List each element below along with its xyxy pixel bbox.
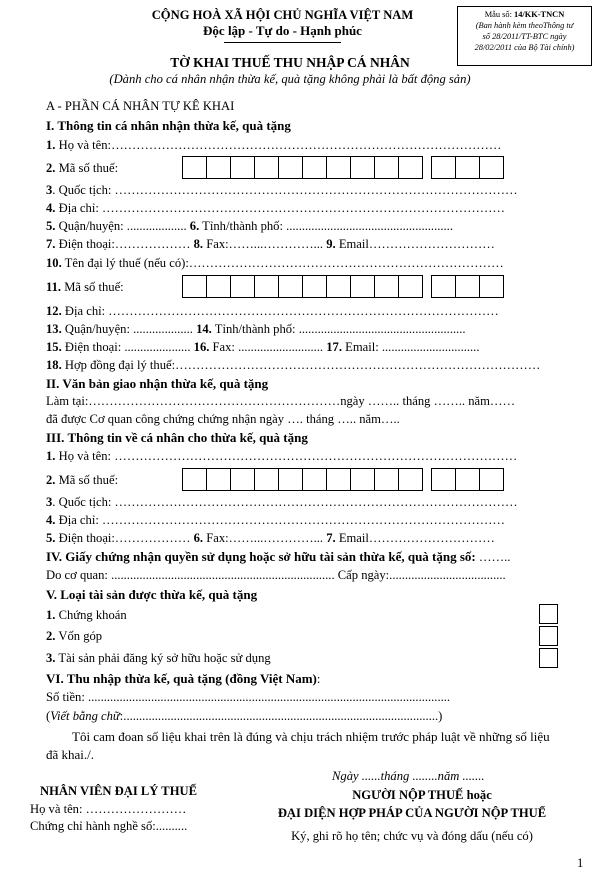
tax-cell[interactable] (455, 156, 480, 179)
form-code-box (457, 6, 592, 66)
sec6-title (46, 671, 320, 687)
tax-cell[interactable] (326, 468, 351, 491)
field-dots: ………………………………………………………………………………… (127, 495, 518, 509)
sec2-notary-date[interactable]: đã được Cơ quan công chứng chứng nhận ngày …. tháng ….. năm….. (46, 412, 400, 426)
sec3-title: III. Thông tin về cá nhân cho thừa kế, quà tặng (46, 430, 308, 445)
field-number: 11. (46, 280, 62, 294)
sec1-title: I. Thông tin cá nhân nhận thừa kế, quà tặng (46, 118, 291, 133)
field-dots: ………………………………………………………………… (188, 256, 504, 270)
form-title: TỜ KHAI THUẾ THU NHẬP CÁ NHÂN (170, 55, 410, 70)
sec6-title-end: : (316, 672, 321, 686)
registered-asset-checkbox[interactable] (539, 648, 558, 668)
country-name: CỘNG HOÀ XÃ HỘI CHỦ NGHĨA VIỆT NAM (151, 8, 414, 22)
tax-cell[interactable] (278, 275, 303, 298)
tax-cell[interactable] (182, 275, 207, 298)
sec1-field-15-16-17[interactable] (46, 340, 479, 355)
field-number: 1. (46, 449, 56, 463)
motto: Độc lập - Tự do - Hạnh phúc (203, 23, 362, 38)
page-number: 1 (577, 856, 584, 870)
field-dots: ………………………………………………………………………………… (108, 304, 499, 318)
field-number: 17. (326, 340, 342, 354)
tax-cell[interactable] (182, 156, 207, 179)
agent-certificate[interactable]: Chứng chỉ hành nghề số:.......... (30, 819, 188, 833)
field-number: 16. (193, 340, 210, 354)
field-dots: ………………………………………………………………………………… (111, 138, 502, 152)
sec1-field-3[interactable] (46, 183, 518, 198)
field-dots: …………………………………………………………………………………… (114, 449, 518, 463)
field-number: 9. (326, 237, 336, 251)
field-label: Hợp đồng đại lý thuế: (61, 358, 176, 372)
securities-checkbox[interactable] (539, 604, 558, 624)
field-number: 4. (46, 513, 56, 527)
payer-sign-note: Ký, ghi rõ họ tên; chức vụ và đóng dấu (nếu có) (291, 829, 533, 843)
field-number: 7. (326, 531, 336, 545)
item-label: Tài sản phải đăng ký sở hữu hoặc sử dụng (55, 651, 271, 665)
words-dots[interactable]: :....................................................................................................) (119, 709, 443, 723)
item-number: 3. (46, 651, 56, 665)
sec6-amount[interactable]: Số tiền: ................................................................................................................... (46, 690, 451, 704)
sec1-field-5-6[interactable] (46, 219, 453, 234)
agent-name[interactable]: Họ và tên: …………………… (30, 802, 187, 816)
tax-cell[interactable] (455, 275, 480, 298)
sec3-field-1[interactable] (46, 449, 517, 464)
field-label: Quận/huyện: ................... (55, 219, 187, 233)
field-number: 10. (46, 256, 62, 270)
tax-cell[interactable] (398, 275, 423, 298)
tax-cell[interactable] (479, 468, 504, 491)
field-label: Fax: ........................... (209, 340, 324, 354)
field-number: 2. (46, 473, 56, 487)
tax-cell[interactable] (182, 468, 207, 491)
field-number: 14. (196, 322, 212, 336)
item-label: Chứng khoán (55, 608, 127, 622)
sec5-item-2 (46, 629, 102, 644)
item-label: Vốn góp (55, 629, 103, 643)
sec1-field-1[interactable] (46, 138, 501, 153)
sec3-field-3[interactable] (46, 495, 518, 510)
declaration: Tôi cam đoan số liệu khai trên là đúng và chịu trách nhiệm trước pháp luật về những số liệu đã khai./. (46, 729, 550, 762)
tax-cell[interactable] (206, 468, 231, 491)
field-number: 15. (46, 340, 62, 354)
tax-cell[interactable] (350, 156, 375, 179)
field-label: Email: ............................... (342, 340, 480, 354)
tax-cell[interactable] (350, 275, 375, 298)
field-label: . Quốc tịch: … (52, 183, 128, 197)
tax-cell[interactable] (431, 156, 456, 179)
field-number: 3 (46, 183, 53, 197)
field-number: 2. (46, 161, 56, 175)
tax-cell[interactable] (326, 156, 351, 179)
sec1-field-18[interactable] (46, 358, 540, 373)
sec2-place-date[interactable]: Làm tại:……………………………………………………ngày …….. tháng …….. năm…… (46, 394, 516, 408)
tax-cell[interactable] (254, 275, 279, 298)
field-label: Email………………………… (335, 237, 495, 251)
form-box-line1: (Ban hành kèm theoThông tư (475, 21, 574, 30)
sec2-title: II. Văn bản giao nhận thừa kế, quà tặng (46, 376, 269, 391)
sec1-field-2-label (46, 161, 118, 176)
sec6-title-text: VI. Thu nhập thừa kế, quà tặng (đồng Việt Nam) (46, 671, 317, 686)
tax-cell[interactable] (254, 156, 279, 179)
field-dots: …………………………………………………………………………………… (101, 513, 505, 527)
tax-cell[interactable] (479, 275, 504, 298)
field-number: 18. (46, 358, 62, 372)
form-box-line2: số 28/2011/TT-BTC ngày (482, 32, 567, 41)
field-number: 13. (46, 322, 62, 336)
tax-cell[interactable] (230, 468, 255, 491)
tax-cell[interactable] (431, 468, 456, 491)
tax-cell[interactable] (374, 275, 399, 298)
sec1-field-7-8-9[interactable] (46, 237, 495, 252)
sec6-amount-words[interactable] (46, 709, 442, 724)
field-dots: ………………………………………………………………………………… (127, 183, 518, 197)
field-number: 1. (46, 138, 56, 152)
payer-title-2: ĐẠI DIỆN HỢP PHÁP CỦA NGƯỜI NỘP THUẾ (277, 806, 547, 820)
paren-open: ( (46, 709, 51, 723)
sec4-issuer-date[interactable]: Do cơ quan: ....................................................................... Cấp ngày:..................................... (46, 568, 506, 582)
tax-cell[interactable] (278, 156, 303, 179)
tax-cell[interactable] (254, 468, 279, 491)
tax-cell[interactable] (398, 468, 423, 491)
sec4-title-dots[interactable]: …….. (475, 550, 511, 564)
field-label: Email………………………… (335, 531, 495, 545)
field-label: Fax:……...…………... (203, 531, 327, 545)
field-label: Mã số thuế: (55, 161, 119, 175)
tax-cell[interactable] (302, 468, 327, 491)
tax-cell[interactable] (479, 156, 504, 179)
tax-cell[interactable] (230, 275, 255, 298)
field-number: 5. (46, 219, 56, 233)
field-label: Tỉnh/thành phố: ..................................................... (211, 322, 466, 336)
tax-cell[interactable] (230, 156, 255, 179)
field-label: Mã số thuế: (55, 473, 119, 487)
tax-cell[interactable] (326, 275, 351, 298)
field-number: 5. (46, 531, 56, 545)
field-number: 8. (193, 237, 204, 251)
tax-cell[interactable] (374, 468, 399, 491)
field-label: Địa chỉ: (55, 513, 99, 527)
field-number: 3 (46, 495, 53, 509)
sec3-field-2-label (46, 473, 118, 488)
field-label: Họ và tên: (55, 138, 112, 152)
capital-contribution-checkbox[interactable] (539, 626, 558, 646)
field-number: 7. (46, 237, 56, 251)
form-code: 14/KK-TNCN (514, 10, 565, 19)
field-number: 12. (46, 304, 62, 318)
field-label: . Quốc tịch: … (52, 495, 128, 509)
sec4-title (46, 549, 510, 565)
field-label: Họ và tên: (55, 449, 112, 463)
tax-cell[interactable] (278, 468, 303, 491)
field-label: Địa chỉ: (55, 201, 99, 215)
tax-cell[interactable] (350, 468, 375, 491)
sec1-agent-tax-code-cells[interactable] (183, 275, 504, 298)
form-box-line3: 28/02/2011 của Bộ Tài chính) (474, 43, 575, 52)
sec1-tax-code-cells[interactable] (183, 156, 504, 179)
field-dots: …………………………………………………………………………………… (101, 201, 505, 215)
payer-title-1: NGƯỜI NỘP THUẾ hoặc (352, 788, 492, 802)
words-label: Viết bằng chữ (50, 709, 120, 723)
tax-cell[interactable] (302, 275, 327, 298)
sec1-field-11-label (46, 280, 124, 295)
signature-date[interactable]: Ngày ......tháng ........năm ....... (332, 769, 485, 783)
tax-cell[interactable] (374, 156, 399, 179)
form-code-label: Mẫu số: (484, 10, 512, 19)
tax-cell[interactable] (431, 275, 456, 298)
field-label: Fax:……...…………... (203, 237, 327, 251)
sec5-title: V. Loại tài sản được thừa kế, quà tặng (46, 587, 258, 602)
sec1-field-13-14[interactable] (46, 322, 466, 337)
sec5-item-3 (46, 651, 271, 666)
field-label: Điện thoại: ..................... (61, 340, 191, 354)
field-label: Tên đại lý thuế (nếu có): (61, 256, 189, 270)
field-label: Điện thoại:……………… (55, 237, 194, 251)
field-dots: …………………………………………………………………………… (175, 358, 541, 372)
sec3-tax-code-cells[interactable] (183, 468, 504, 491)
field-number: 6. (193, 531, 204, 545)
item-number: 1. (46, 608, 56, 622)
field-label: Điện thoại:……………… (55, 531, 194, 545)
tax-cell[interactable] (302, 156, 327, 179)
sec3-field-4[interactable] (46, 513, 505, 528)
agent-title: NHÂN VIÊN ĐẠI LÝ THUẾ (40, 784, 197, 798)
field-label: Mã số thuế: (61, 280, 124, 294)
field-number: 6. (189, 219, 200, 233)
field-label: Tỉnh/thành phố: ..................................................... (199, 219, 453, 233)
sec1-field-12[interactable] (46, 304, 499, 319)
tax-cell[interactable] (398, 156, 423, 179)
field-label: Quận/huyện: ................... (61, 322, 193, 336)
tax-cell[interactable] (455, 468, 480, 491)
sec1-field-10[interactable] (46, 256, 504, 271)
motto-underline (224, 42, 341, 43)
form-subtitle: (Dành cho cá nhân nhận thừa kế, quà tặng không phải là bất động sản) (109, 72, 471, 86)
field-number: 4. (46, 201, 56, 215)
sec5-item-1 (46, 608, 127, 623)
field-label: Địa chỉ: (61, 304, 106, 318)
sec1-field-4[interactable] (46, 201, 505, 216)
sec4-title-text: IV. Giấy chứng nhận quyền sử dụng hoặc sở hữu tài sản thừa kế, quà tặng số: (46, 549, 476, 564)
part-a-heading: A - PHẦN CÁ NHÂN TỰ KÊ KHAI (46, 99, 235, 113)
item-number: 2. (46, 629, 56, 643)
tax-cell[interactable] (206, 275, 231, 298)
tax-cell[interactable] (206, 156, 231, 179)
sec3-field-5-6-7[interactable] (46, 531, 495, 546)
